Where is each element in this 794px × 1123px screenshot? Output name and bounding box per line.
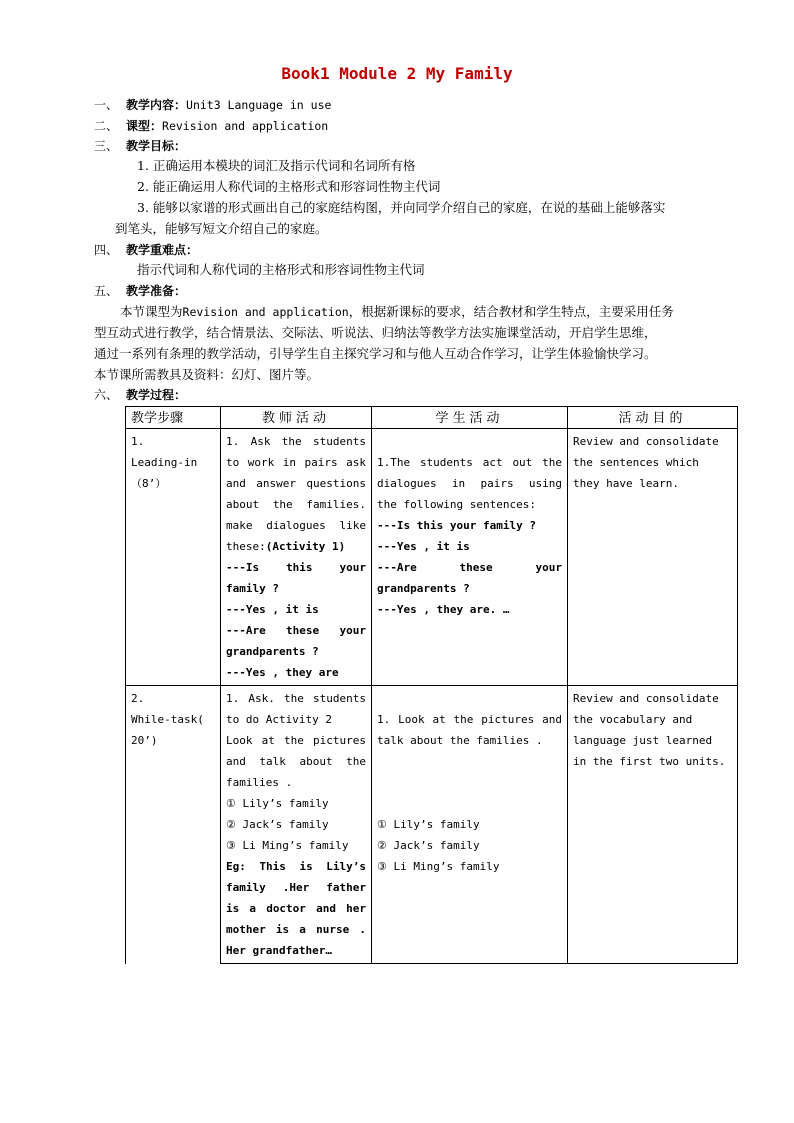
table-row [126,429,738,686]
objective-item: 3. 能够以家谱的形式画出自己的家庭结构图，并向同学介绍自己的家庭，在说的基础上能够落实 [137,200,666,215]
dialogue-line: ---Yes , they are [226,666,339,679]
purpose-text: they have learn. [573,477,679,490]
purpose-text: language just learned [573,734,713,747]
step-text: 2. [131,692,145,705]
section-objectives [94,137,186,155]
section-number: 二、 [94,119,119,133]
objective-item: 到笔头，能够写短文介绍自己的家庭。 [115,221,328,236]
table-row [126,686,738,964]
teacher-activity-cell [221,429,372,686]
dialogue-line: family ? [226,582,279,595]
teacher-text: and answer questions [226,477,366,490]
dialogue-line: ---Is this your family ? [377,519,536,532]
teacher-text: these: [226,540,266,553]
student-activity-cell [372,429,568,686]
document-title: Book1 Module 2 My Family [281,64,513,83]
header-cell: 教学步骤 [126,407,221,429]
preparation-paragraph: 本节课所需教具及资料：幻灯、图片等。 [94,367,320,382]
purpose-text: the vocabulary and [573,713,693,726]
section-number: 六、 [94,388,119,402]
section-number: 四、 [94,243,119,257]
section-label: 教学过程： [126,388,187,402]
teacher-text: 1. Ask the students [226,435,366,448]
student-text: dialogues in pairs using [377,477,562,490]
objective-item: 2. 能正确运用人称代词的主格形式和形容词性物主代词 [137,179,441,194]
teacher-text: (Activity 1) [265,540,346,553]
preparation-text: 本节课型为 [120,304,183,319]
step-cell [126,429,221,686]
section-number: 五、 [94,284,119,298]
preparation-paragraph [94,301,730,323]
purpose-cell [568,429,738,686]
family-item: ③ Li Ming’s family [377,860,500,873]
preparation-text: ，根据新课标的要求，结合教材和学生特点，主要采用任务 [348,304,674,319]
step-text: 20’) [131,734,158,747]
section-lesson-type [94,117,328,135]
example-line: Her grandfather… [226,944,332,957]
dialogue-line: ---Is this your [226,561,366,574]
process-table [125,406,738,964]
header-cell: 教师活动 [221,407,372,429]
student-activity-cell [372,686,568,964]
section-number: 三、 [94,139,119,153]
dialogue-line: ---Are these your [226,624,366,637]
family-item: ① Lily’s family [226,797,329,810]
dialogue-line: grandparents ? [377,582,470,595]
preparation-paragraph: 通过一系列有条理的教学活动，引导学生自主探究学习和与他人互动合作学习，让学生体验愉快学习。 [94,346,657,361]
section-preparation [94,282,186,300]
section-number: 一、 [94,98,119,112]
dialogue-line: ---Yes , it is [377,540,470,553]
teacher-text: Look at the pictures [226,734,366,747]
step-text: Leading-in [131,456,198,469]
section-label: 教学目标： [126,139,187,153]
header-cell: 活动目的 [568,407,738,429]
section-content [94,96,331,114]
family-item: ② Jack’s family [377,839,480,852]
example-line: family .Her father [226,881,366,894]
header-cell: 学生活动 [372,407,568,429]
teacher-text: and talk about the [226,755,366,768]
family-item: ② Jack’s family [226,818,329,831]
section-label: 课型： [126,119,163,133]
teacher-text: about the families. [226,498,366,511]
example-line: is a doctor and her [226,902,366,915]
purpose-text: Review and consolidate [573,692,719,705]
student-text: 1.The students act out the [377,456,562,469]
dialogue-line: ---Are these your [377,561,562,574]
teacher-text: families . [226,776,293,789]
section-label: 教学重难点： [126,243,199,257]
example-line: mother is a nurse . [226,923,366,936]
student-text: talk about the families . [377,734,543,747]
student-text: the following sentences: [377,498,536,511]
section-key-points [94,241,198,259]
teacher-text: to do Activity 2 [226,713,332,726]
purpose-text: in the first two units. [573,755,726,768]
family-item: ① Lily’s family [377,818,480,831]
example-line: Eg: This is Lily’s [226,860,366,873]
purpose-text: Review and consolidate [573,435,719,448]
preparation-text: Revision and application [182,305,349,319]
teacher-text [226,536,366,557]
step-text: 1. [131,435,145,448]
teacher-text: to work in pairs ask [226,456,366,469]
objective-item: 1. 正确运用本模块的词汇及指示代词和名词所有格 [137,158,416,173]
step-cell [126,686,221,964]
section-value: Revision and application [162,119,329,133]
teacher-text: make dialogues like [226,519,366,532]
preparation-paragraph: 型互动式进行教学，结合情景法、交际法、听说法、归纳法等教学方法实施课堂活动，开启学生思维， [94,325,657,340]
section-label: 教学内容： [126,98,187,112]
family-item: ③ Li Ming’s family [226,839,349,852]
teacher-text: 1. Ask. the students [226,692,366,705]
purpose-text: the sentences which [573,456,699,469]
key-points-text: 指示代词和人称代词的主格形式和形容词性物主代词 [137,262,425,277]
table-header-row [126,407,738,429]
section-process [94,386,186,404]
purpose-cell [568,686,738,964]
section-value: Unit3 Language in use [186,98,332,112]
step-text: While-task( [131,713,204,726]
section-label: 教学准备： [126,284,187,298]
dialogue-line: grandparents ? [226,645,319,658]
teacher-activity-cell [221,686,372,964]
dialogue-line: ---Yes , they are. … [377,603,510,616]
student-text: 1. Look at the pictures and [377,713,562,726]
step-text: （8’） [131,477,167,490]
dialogue-line: ---Yes , it is [226,603,319,616]
